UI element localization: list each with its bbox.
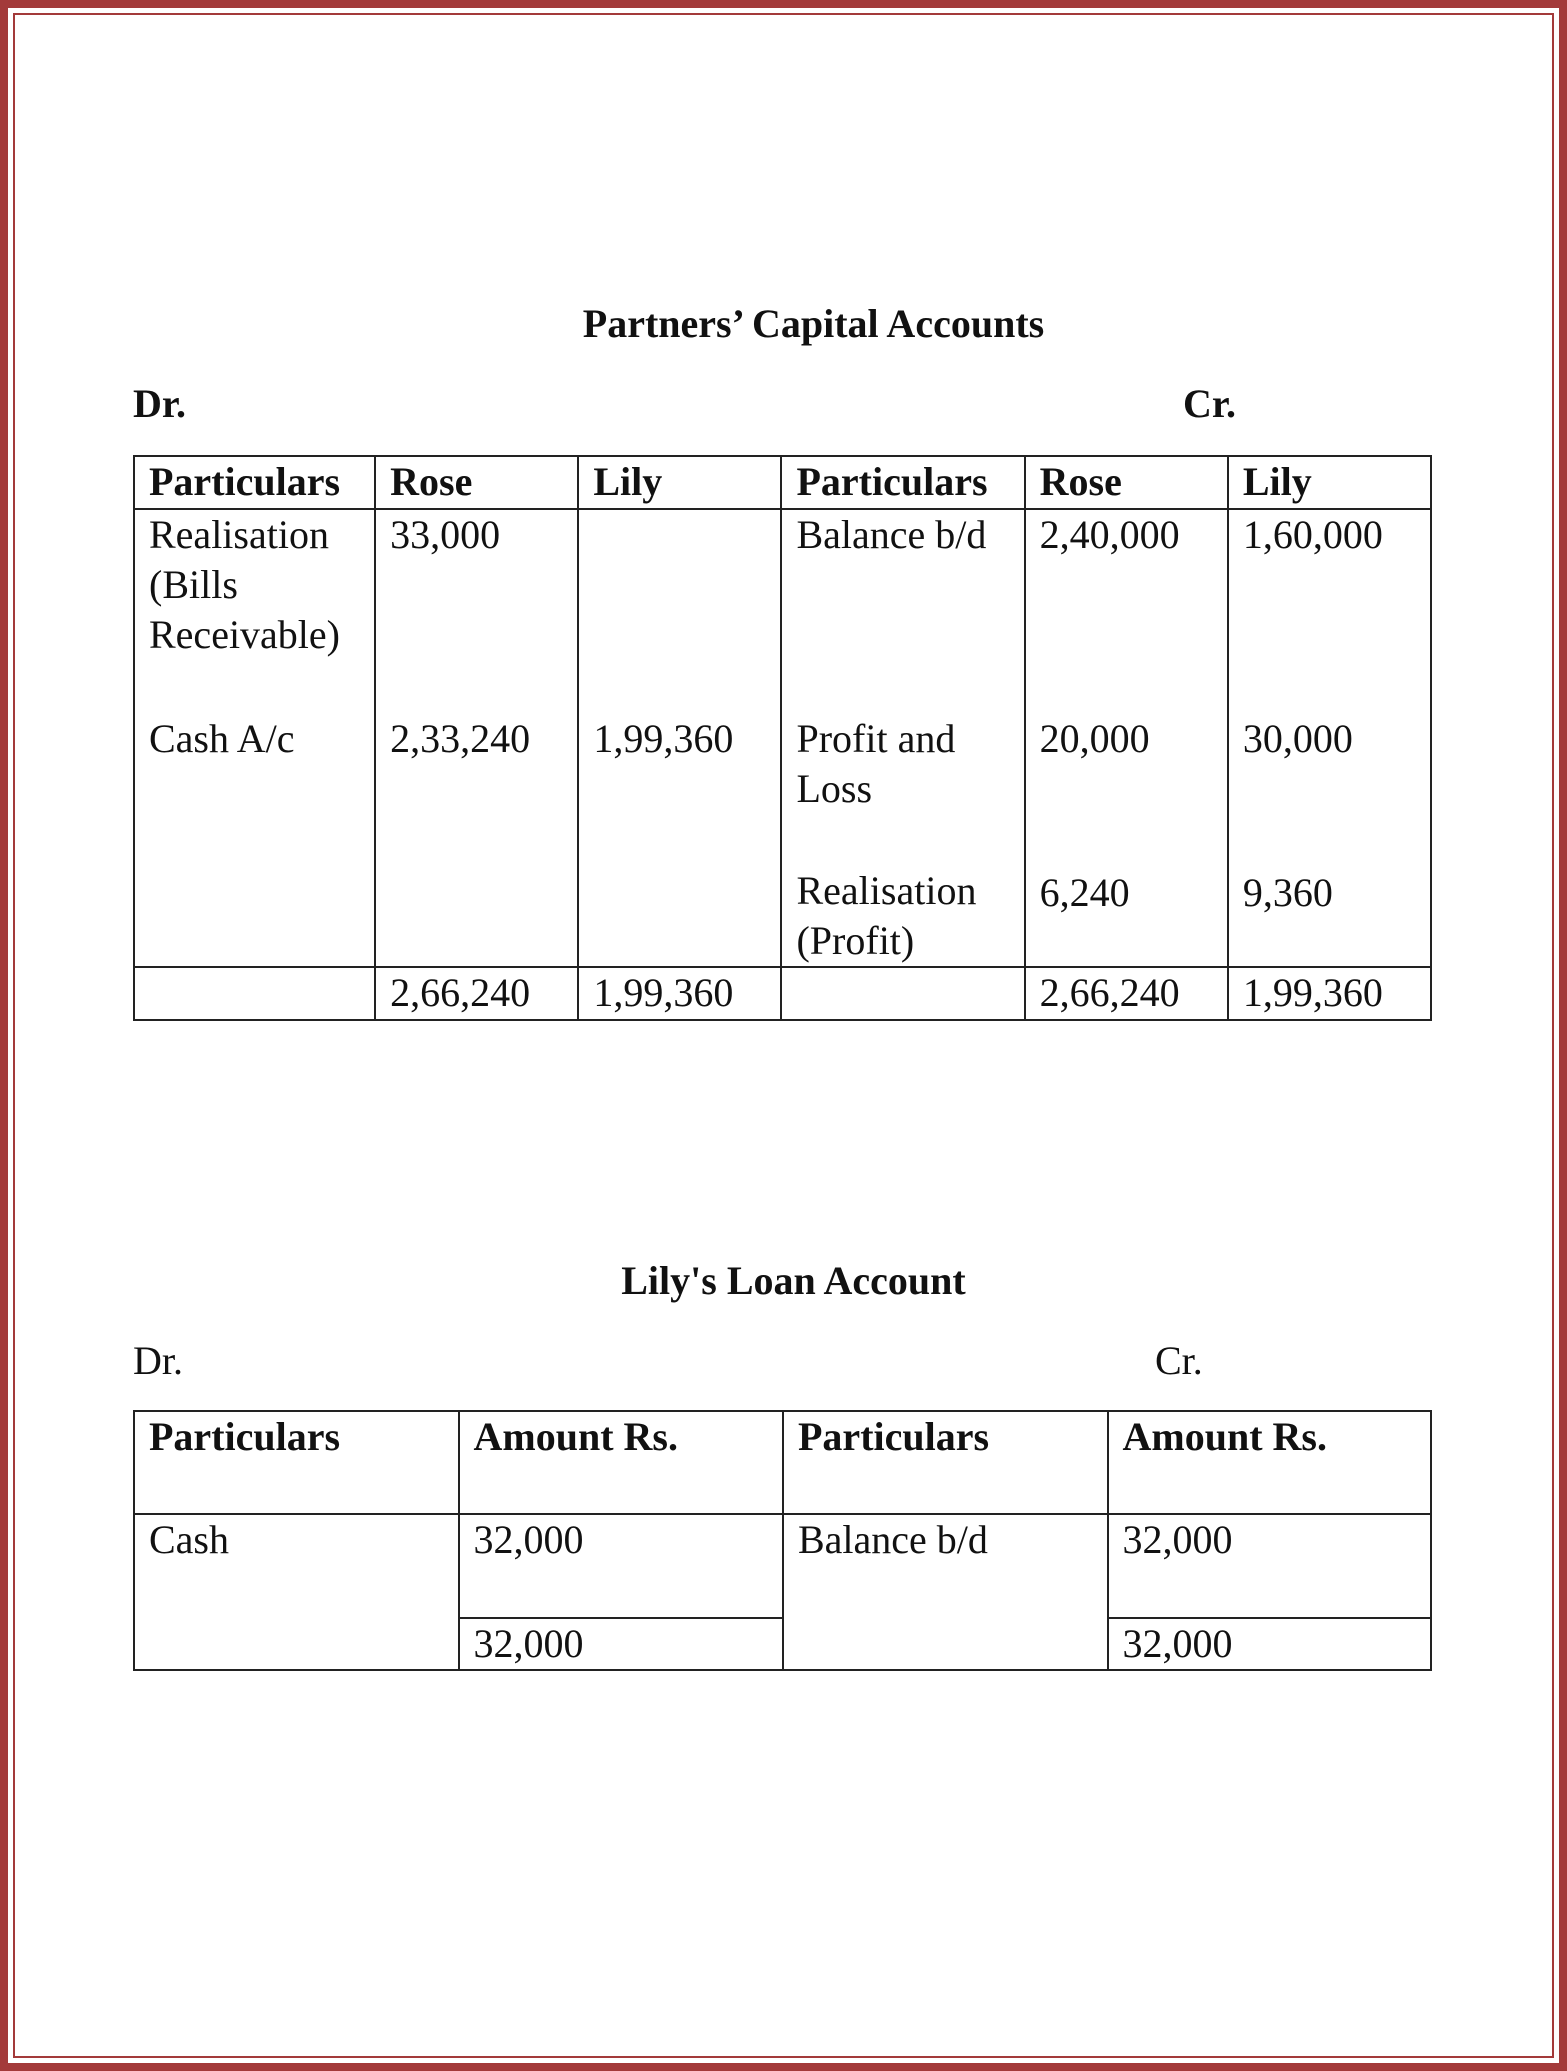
cr-rose-realisation: 6,240 xyxy=(1039,870,1130,915)
loan-header-particulars-cr: Particulars xyxy=(783,1411,1108,1514)
loan-header-particulars-dr: Particulars xyxy=(134,1411,459,1514)
header-particulars-cr: Particulars xyxy=(781,456,1024,509)
loan-account-title: Lily's Loan Account xyxy=(621,1258,966,1303)
header-rose-dr: Rose xyxy=(375,456,578,509)
loan-cr-particulars: Balance b/d xyxy=(783,1514,1108,1670)
total-empty-dr xyxy=(134,967,375,1020)
cr-lily-realisation: 9,360 xyxy=(1242,870,1333,915)
total-cr-rose: 2,66,240 xyxy=(1025,967,1228,1020)
cr-entry-balance: Balance b/d xyxy=(796,512,987,557)
loan-dr-label: Dr. xyxy=(133,1338,183,1383)
dr-rose-cash: 2,33,240 xyxy=(390,716,531,761)
loan-dr-amount: 32,000 xyxy=(459,1514,784,1618)
loan-header-amount-dr: Amount Rs. xyxy=(459,1411,784,1514)
loan-dr-particulars: Cash xyxy=(134,1514,459,1670)
table-body-row xyxy=(134,509,1431,967)
capital-account-title: Partners’ Capital Accounts xyxy=(582,301,1045,346)
loan-account-table xyxy=(133,1410,1432,1671)
total-empty-cr xyxy=(781,967,1024,1020)
capital-cr-label: Cr. xyxy=(1183,381,1236,426)
loan-header-amount-cr: Amount Rs. xyxy=(1108,1411,1432,1514)
dr-entry-realisation: Realisation (Bills Receivable) xyxy=(149,512,340,657)
dr-rose-cell xyxy=(375,509,578,967)
total-dr-rose: 2,66,240 xyxy=(375,967,578,1020)
cr-rose-balance: 2,40,000 xyxy=(1039,512,1180,557)
loan-total-cr: 32,000 xyxy=(1108,1618,1432,1670)
cr-entry-realisation-profit: Realisation (Profit) xyxy=(796,868,977,963)
loan-total-dr: 32,000 xyxy=(459,1618,784,1670)
totals-row xyxy=(134,967,1431,1020)
header-lily-dr: Lily xyxy=(578,456,781,509)
cr-particulars-cell xyxy=(781,509,1024,967)
capital-account-table xyxy=(133,455,1432,1021)
dr-entry-cash: Cash A/c xyxy=(149,716,295,761)
dr-lily-cell xyxy=(578,509,781,967)
table-row xyxy=(134,1514,1431,1618)
table-header-row xyxy=(134,456,1431,509)
header-rose-cr: Rose xyxy=(1025,456,1228,509)
loan-cr-amount: 32,000 xyxy=(1108,1514,1432,1618)
cr-lily-profit-loss: 30,000 xyxy=(1242,716,1353,761)
capital-dr-label: Dr. xyxy=(133,381,186,426)
cr-rose-profit-loss: 20,000 xyxy=(1039,716,1150,761)
total-cr-lily: 1,99,360 xyxy=(1228,967,1431,1020)
dr-lily-cash: 1,99,360 xyxy=(593,716,734,761)
header-particulars-dr: Particulars xyxy=(134,456,375,509)
cr-rose-cell xyxy=(1025,509,1228,967)
cr-lily-cell xyxy=(1228,509,1431,967)
cr-lily-balance: 1,60,000 xyxy=(1242,512,1383,557)
table-header-row xyxy=(134,1411,1431,1514)
header-lily-cr: Lily xyxy=(1228,456,1431,509)
loan-cr-label: Cr. xyxy=(1155,1338,1203,1383)
cr-entry-profit-loss: Profit and Loss xyxy=(796,716,956,811)
dr-rose-realisation: 33,000 xyxy=(390,512,501,557)
dr-particulars-cell xyxy=(134,509,375,967)
total-dr-lily: 1,99,360 xyxy=(578,967,781,1020)
